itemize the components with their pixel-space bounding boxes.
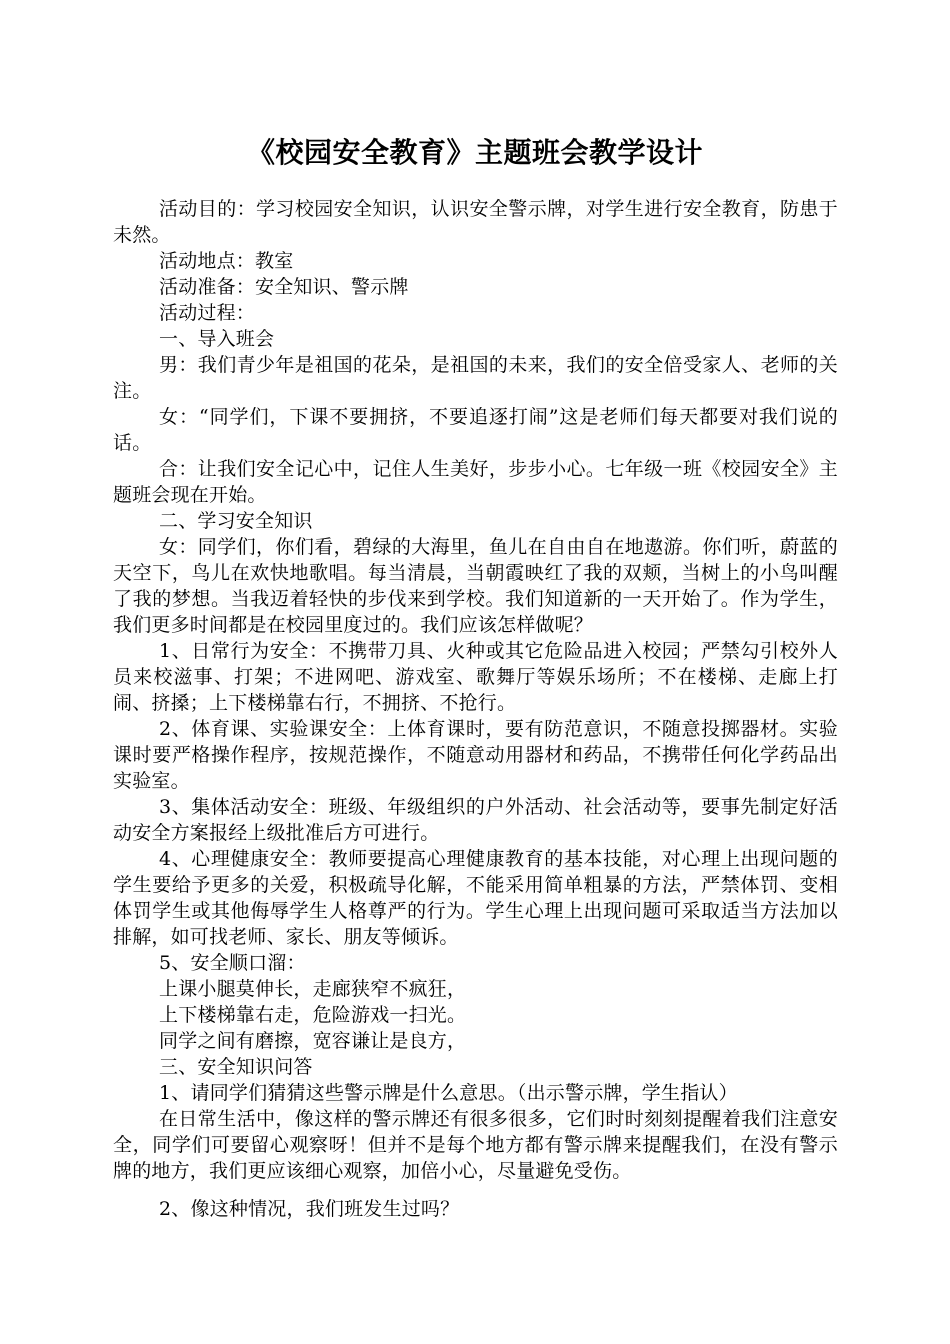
section-heading-3: 三、安全知识问答 <box>159 1056 313 1078</box>
paragraph-process: 活动过程： <box>159 302 256 324</box>
paragraph-preparation: 活动准备：安全知识、警示牌 <box>159 276 409 298</box>
paragraph-warning-signs: 在日常生活中，像这样的警示牌还有很多很多，它们时时刻刻提醒着我们注意安全，同学们可要留心观察呀！但并不是每个地方都有警示牌来提醒我们，在没有警示牌的地方，我们更应该细心观察，加倍小心，尽量避免受伤。 <box>113 1108 838 1182</box>
section-heading-1: 一、导入班会 <box>159 328 275 350</box>
paragraph-item-4: 4、心理健康安全：教师要提高心理健康教育的基本技能，对心理上出现问题的学生要给予更多的关爱，积极疏导化解，不能采用简单粗暴的方法，严禁体罚、变相体罚学生或其他侮辱学生人格尊严的行为。学生心理上出现问题可采取适当方法加以排解，如可找老师、家长、朋友等倾诉。 <box>113 848 838 948</box>
rhyme-line-2: 上下楼梯靠右走，危险游戏一扫光。 <box>159 1004 467 1026</box>
paragraph-male: 男：我们青少年是祖国的花朵，是祖国的未来，我们的安全倍受家人、老师的关注。 <box>113 354 838 402</box>
document-title: 《校园安全教育》主题班会教学设计 <box>246 136 703 169</box>
paragraph-location: 活动地点：教室 <box>159 250 294 272</box>
rhyme-line-3: 同学之间有磨擦，宽容谦让是良方， <box>159 1030 467 1052</box>
paragraph-female-intro: 女：同学们，你们看，碧绿的大海里，鱼儿在自由自在地遨游。你们听，蔚蓝的天空下，鸟儿在欢快地歌唱。每当清晨，当朝霞映红了我的双颊，当树上的小鸟叫醒了我的梦想。当我迈着轻快的步伐来到学校。我们知道新的一天开始了。作为学生，我们更多时间都是在校园里度过的。我们应该怎样做呢？ <box>113 536 838 636</box>
paragraph-purpose: 活动目的：学习校园安全知识，认识安全警示牌，对学生进行安全教育，防患于未然。 <box>113 198 838 246</box>
document-body <box>113 196 838 1222</box>
paragraph-item-1: 1、日常行为安全：不携带刀具、火种或其它危险品进入校园；严禁勾引校外人员来校滋事、打架；不进网吧、游戏室、歌舞厅等娱乐场所；不在楼梯、走廊上打闹、挤搡；上下楼梯靠右行，不拥挤、不抢行。 <box>113 640 838 714</box>
paragraph-female: 女：“同学们，下课不要拥挤，不要追逐打闹”这是老师们每天都要对我们说的话。 <box>113 406 838 454</box>
paragraph-together: 合：让我们安全记心中，记住人生美好，步步小心。七年级一班《校园安全》主题班会现在开始。 <box>113 458 838 506</box>
paragraph-spacer <box>113 1184 838 1196</box>
paragraph-item-2: 2、体育课、实验课安全：上体育课时，要有防范意识，不随意投掷器材。实验课时要严格操作程序，按规范操作，不随意动用器材和药品，不携带任何化学药品出实验室。 <box>113 718 838 792</box>
paragraph-question-2: 2、像这种情况，我们班发生过吗？ <box>159 1198 460 1220</box>
paragraph-item-5: 5、安全顺口溜： <box>159 952 306 974</box>
section-heading-2: 二、学习安全知识 <box>159 510 313 532</box>
rhyme-line-1: 上课小腿莫伸长，走廊狭窄不疯狂， <box>159 978 467 1000</box>
paragraph-item-3: 3、集体活动安全：班级、年级组织的户外活动、社会活动等，要事先制定好活动安全方案报经上级批准后方可进行。 <box>113 796 838 844</box>
paragraph-question-1: 1、请同学们猜猜这些警示牌是什么意思。（出示警示牌，学生指认） <box>159 1082 738 1104</box>
